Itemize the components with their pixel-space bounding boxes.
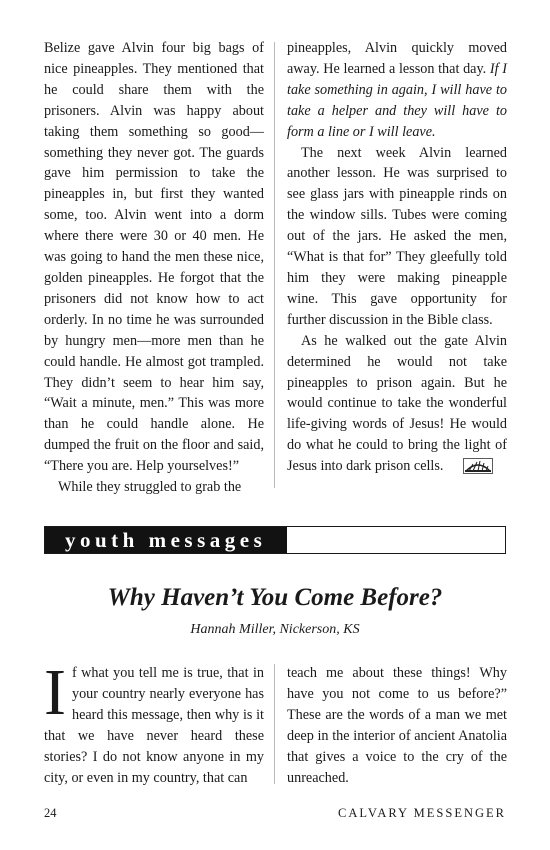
article-paragraph: teach me about these things! Why have you not come to us before?” These are the words of a man we met deep in the interior of ancient Anatolia that gives a voice to the cry of the unreached.: [287, 665, 507, 786]
col-rule-bottom: [274, 664, 275, 784]
article-text: f what you tell me is true, that in your country nearly everyone has heard this message, then why is it that we have never heard these stories? I do not know anyone in my city, or even in my country, that can: [44, 665, 264, 786]
story-right-column: [287, 38, 507, 477]
publication-name: CALVARY MESSENGER: [338, 806, 506, 820]
story-paragraph: [287, 331, 507, 477]
story-text: As he walked out the gate Alvin determined he would not take pineapples to prison again. But he would continue to take the wonderful life-giving words of Jesus! He would do what he could to bring the light of Jesus into dark prison cells.: [287, 332, 507, 475]
story-paragraph: [287, 38, 507, 143]
col-rule-top: [274, 42, 275, 488]
page-footer: [44, 806, 506, 824]
story-italic-text: If I take something in again, I will have to take a helper and they will have to form a line or I will leave.: [287, 60, 507, 140]
article-paragraph: [44, 656, 264, 788]
page-number: 24: [44, 806, 57, 820]
story-paragraph: Belize gave Alvin four big bags of nice pineapples. They mentioned that he could share them with the prisoners. Alvin was happy about taking them something so good—something they never got. The guards gave him permission to take the pineapples in, but first they wanted some, too. Alvin went into a dorm where there were 30 or 40 men. He was going to hand the men these nice, golden pineapples. He forgot that the prisoners did not know how to act orderly. In no time he was surrounded by hungry men—more men than he could handle. He almost got trampled. They didn’t seem to hear him say, “Wait a minute, men.” This was more than he could handle alone. He dumped the fruit on the floor and said, “There you are. Help yourselves!”: [44, 40, 264, 475]
article-left-column: [44, 656, 264, 788]
story-text: pineapples, Alvin quickly moved away. He learned a lesson that day.: [287, 40, 507, 77]
section-banner-label: youth messages: [45, 527, 287, 553]
article-byline: Hannah Miller, Nickerson, KS: [190, 622, 360, 637]
end-of-article-icon: [449, 458, 479, 474]
drop-cap: I: [44, 656, 66, 729]
story-left-column: [44, 38, 264, 498]
article-title: Why Haven’t You Come Before?: [107, 584, 443, 611]
article-right-column: [287, 663, 507, 788]
story-paragraph: The next week Alvin learned another lesson. He was surprised to see glass jars with pineapple rinds on the window sills. Tubes were coming out of the jars. He asked the men, “What is that for” They gleefully told him they were making pineapple wine. This gave opportunity for further discussion in the Bible class.: [287, 144, 507, 328]
section-banner: [44, 526, 506, 554]
story-paragraph: While they struggled to grab the: [58, 479, 242, 496]
